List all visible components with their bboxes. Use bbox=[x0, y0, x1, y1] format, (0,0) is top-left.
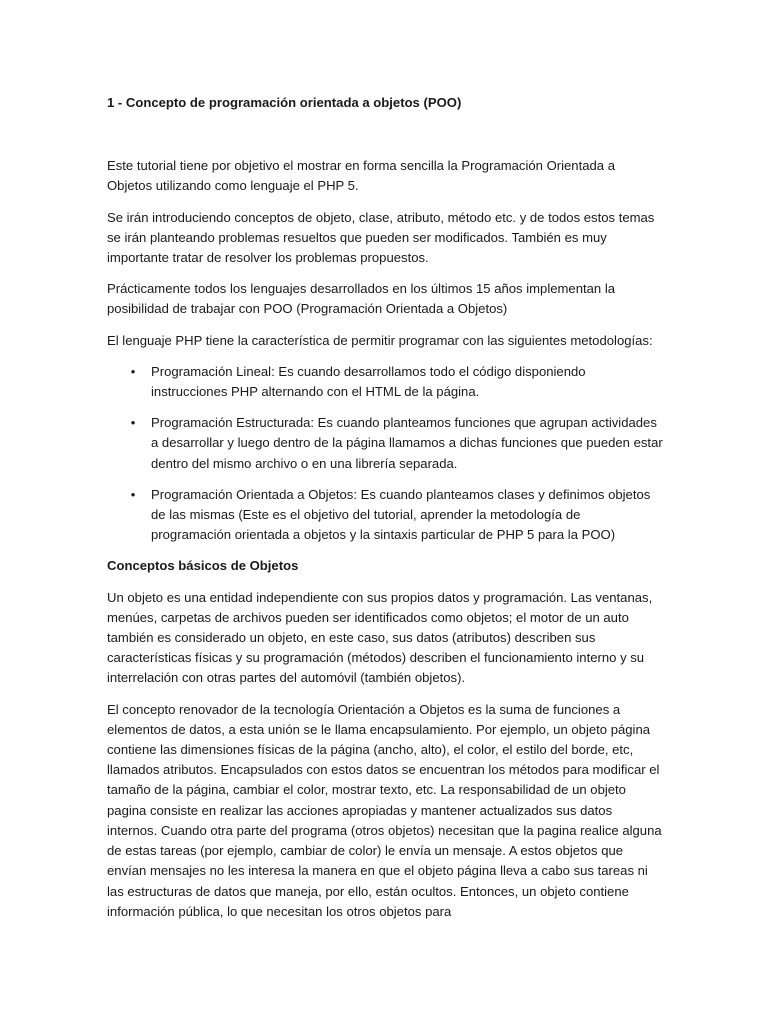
bullet-icon: • bbox=[130, 363, 136, 379]
bullet-icon: • bbox=[130, 486, 136, 502]
methodology-item-poo bbox=[107, 485, 663, 546]
section-paragraph-1: Un objeto es una entidad independiente con sus propios datos y programación. Las ventanas, menúes, carpetas de archivos pueden ser identificados como objetos; el motor de un auto también es considerado un objeto, en este caso, sus datos (atributos) describen sus características físicas y su programación (métodos) describen el funcionamiento interno y su interrelación con otras partes del automóvil (también objetos). bbox=[107, 589, 653, 686]
bullet-icon: • bbox=[130, 415, 136, 431]
intro-paragraph-1: Este tutorial tiene por objetivo el mostrar en forma sencilla la Programación Orientada a Objetos utilizando como lenguaje el PHP 5. bbox=[107, 158, 615, 194]
methodology-item-estructurada bbox=[107, 413, 663, 474]
methodology-item-lineal bbox=[107, 362, 663, 402]
intro-paragraph-2: Se irán introduciendo conceptos de objeto, clase, atributo, método etc. y de todos estos temas se irán planteando problemas resueltos que pueden ser modificados. También es muy importante tratar de resolver los problemas propuestos. bbox=[107, 209, 655, 266]
document-title: 1 - Concepto de programación orientada a objetos (POO) bbox=[107, 95, 462, 110]
methodology-text: Programación Lineal: Es cuando desarrollamos todo el código disponiendo instrucciones PHP alternando con el HTML de la página. bbox=[151, 363, 586, 400]
intro-paragraph-4: El lenguaje PHP tiene la característica de permitir programar con las siguientes metodologías: bbox=[107, 332, 653, 348]
section-heading: Conceptos básicos de Objetos bbox=[107, 558, 299, 574]
methodology-text: Programación Estructurada: Es cuando planteamos funciones que agrupan actividades a desarrollar y luego dentro de la página llamamos a dichas funciones que pueden estar dentro del mismo archivo o en una librería separada. bbox=[151, 415, 663, 471]
methodology-text: Programación Orientada a Objetos: Es cuando planteamos clases y definimos objetos de las mismas (Este es el objetivo del tutorial, aprender la metodología de programación orientada a objetos y la sintaxis particular de PHP 5 para la POO) bbox=[151, 486, 651, 543]
document-body bbox=[107, 93, 663, 933]
section-paragraph-2: El concepto renovador de la tecnología Orientación a Objetos es la suma de funciones a elementos de datos, a esta unión se le llama encapsulamiento. Por ejemplo, un objeto página contiene las dimensiones físicas de la página (ancho, alto), el color, el estilo del borde, etc, llamados atributos. Encapsulados con estos datos se encuentran los métodos para modificar el tamaño de la página, cambiar el color, mostrar texto, etc. La responsabilidad de un objeto pagina consiste en realizar las acciones apropiadas y mantener actualizados sus datos internos. Cuando otra parte del programa (otros objetos) necesitan que la pagina realice alguna de estas tareas (por ejemplo, cambiar de color) le envía un mensaje. A estos objetos que envían mensajes no les interesa la manera en que el objeto página lleva a cabo sus tareas ni las estructuras de datos que maneja, por ello, están ocultos. Entonces, un objeto contiene información pública, lo que necesitan los otros objetos para bbox=[107, 701, 662, 919]
intro-paragraph-3: Prácticamente todos los lenguajes desarrollados en los últimos 15 años implementan la posibilidad de trabajar con POO (Programación Orientada a Objetos) bbox=[107, 281, 616, 317]
methodology-list bbox=[107, 362, 663, 546]
